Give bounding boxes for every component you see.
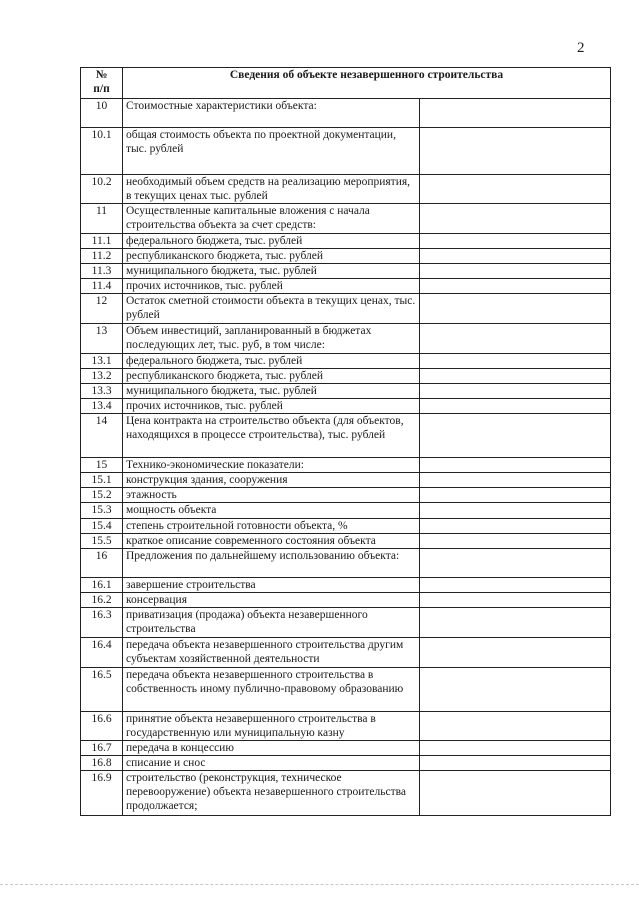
- row-number: 16.1: [81, 578, 123, 593]
- row-description: прочих источников, тыс. рублей: [123, 279, 420, 294]
- row-number: 16.7: [81, 741, 123, 756]
- row-description: Стоимостные характеристики объекта:: [123, 99, 420, 128]
- row-description: республиканского бюджета, тыс. рублей: [123, 249, 420, 264]
- table-row: [81, 712, 611, 741]
- table-row: [81, 519, 611, 534]
- row-description: передача объекта незавершенного строительства другим субъектам хозяйственной деятельности: [123, 638, 420, 668]
- row-number: 15: [81, 458, 123, 473]
- row-description: Осуществленные капитальные вложения с начала строительства объекта за счет средств:: [123, 204, 420, 234]
- row-number: 16: [81, 549, 123, 578]
- row-description: республиканского бюджета, тыс. рублей: [123, 369, 420, 384]
- row-value-cell[interactable]: [420, 369, 611, 384]
- row-number: 10.2: [81, 175, 123, 204]
- table-row: [81, 354, 611, 369]
- row-description: краткое описание современного состояния объекта: [123, 534, 420, 549]
- row-value-cell[interactable]: [420, 519, 611, 534]
- row-value-cell[interactable]: [420, 384, 611, 399]
- row-value-cell[interactable]: [420, 578, 611, 593]
- row-description: муниципального бюджета, тыс. рублей: [123, 264, 420, 279]
- row-description: передача в концессию: [123, 741, 420, 756]
- row-number: 16.2: [81, 593, 123, 608]
- row-value-cell[interactable]: [420, 458, 611, 473]
- row-value-cell[interactable]: [420, 324, 611, 354]
- table-row: [81, 488, 611, 503]
- row-description: завершение строительства: [123, 578, 420, 593]
- row-number: 16.4: [81, 638, 123, 668]
- row-value-cell[interactable]: [420, 204, 611, 234]
- row-value-cell[interactable]: [420, 354, 611, 369]
- row-description: прочих источников, тыс. рублей: [123, 399, 420, 414]
- table-row: [81, 324, 611, 354]
- row-value-cell[interactable]: [420, 771, 611, 816]
- table-header-row: [81, 68, 611, 99]
- table-row: [81, 608, 611, 638]
- row-value-cell[interactable]: [420, 264, 611, 279]
- row-number: 16.6: [81, 712, 123, 741]
- row-number: 15.3: [81, 503, 123, 519]
- row-number: 13: [81, 324, 123, 354]
- row-number: 15.5: [81, 534, 123, 549]
- table-row: [81, 593, 611, 608]
- row-description: степень строительной готовности объекта, %: [123, 519, 420, 534]
- row-value-cell[interactable]: [420, 279, 611, 294]
- row-description: этажность: [123, 488, 420, 503]
- table-row: [81, 384, 611, 399]
- table-row: [81, 756, 611, 771]
- row-value-cell[interactable]: [420, 414, 611, 458]
- row-value-cell[interactable]: [420, 473, 611, 488]
- row-number: 14: [81, 414, 123, 458]
- row-value-cell[interactable]: [420, 503, 611, 519]
- table-row: [81, 549, 611, 578]
- row-description: Технико-экономические показатели:: [123, 458, 420, 473]
- table-row: [81, 503, 611, 519]
- row-value-cell[interactable]: [420, 741, 611, 756]
- number-header-line2: п/п: [93, 83, 110, 95]
- table-row: [81, 414, 611, 458]
- number-column-header: [81, 68, 123, 99]
- table-row: [81, 249, 611, 264]
- row-value-cell[interactable]: [420, 756, 611, 771]
- row-value-cell[interactable]: [420, 608, 611, 638]
- table-row: [81, 578, 611, 593]
- row-description: общая стоимость объекта по проектной документации, тыс. рублей: [123, 128, 420, 175]
- row-description: мощность объекта: [123, 503, 420, 519]
- row-value-cell[interactable]: [420, 638, 611, 668]
- table-row: [81, 279, 611, 294]
- row-description: приватизация (продажа) объекта незавершенного строительства: [123, 608, 420, 638]
- table-row: [81, 264, 611, 279]
- row-value-cell[interactable]: [420, 175, 611, 204]
- number-header-line1: №: [95, 69, 108, 81]
- row-number: 11.4: [81, 279, 123, 294]
- row-value-cell[interactable]: [420, 294, 611, 324]
- row-number: 16.8: [81, 756, 123, 771]
- row-value-cell[interactable]: [420, 712, 611, 741]
- row-description: Объем инвестиций, запланированный в бюджетах последующих лет, тыс. руб, в том числе:: [123, 324, 420, 354]
- table-row: [81, 458, 611, 473]
- row-value-cell[interactable]: [420, 99, 611, 128]
- row-description: передача объекта незавершенного строительства в собственность иному публично-правовому образованию: [123, 668, 420, 712]
- row-number: 16.5: [81, 668, 123, 712]
- row-value-cell[interactable]: [420, 488, 611, 503]
- table-row: [81, 294, 611, 324]
- table-title-header: Сведения об объекте незавершенного строительства: [123, 68, 611, 99]
- row-number: 12: [81, 294, 123, 324]
- row-value-cell[interactable]: [420, 549, 611, 578]
- table-row: [81, 399, 611, 414]
- row-number: 13.4: [81, 399, 123, 414]
- row-value-cell[interactable]: [420, 399, 611, 414]
- row-value-cell[interactable]: [420, 668, 611, 712]
- table-row: [81, 234, 611, 249]
- row-number: 11: [81, 204, 123, 234]
- row-description: необходимый объем средств на реализацию мероприятия, в текущих ценах тыс. рублей: [123, 175, 420, 204]
- row-description: Предложения по дальнейшему использованию объекта:: [123, 549, 420, 578]
- row-number: 13.2: [81, 369, 123, 384]
- row-number: 10: [81, 99, 123, 128]
- row-description: федерального бюджета, тыс. рублей: [123, 354, 420, 369]
- table-row: [81, 771, 611, 816]
- row-value-cell[interactable]: [420, 534, 611, 549]
- row-value-cell[interactable]: [420, 249, 611, 264]
- table-row: [81, 741, 611, 756]
- scan-edge-line: [0, 884, 639, 885]
- row-description: принятие объекта незавершенного строительства в государственную или муниципальную казну: [123, 712, 420, 741]
- row-number: 13.1: [81, 354, 123, 369]
- row-number: 11.2: [81, 249, 123, 264]
- row-description: муниципального бюджета, тыс. рублей: [123, 384, 420, 399]
- row-number: 15.4: [81, 519, 123, 534]
- row-description: конструкция здания, сооружения: [123, 473, 420, 488]
- table-row: [81, 638, 611, 668]
- row-description: консервация: [123, 593, 420, 608]
- row-description: Остаток сметной стоимости объекта в текущих ценах, тыс. рублей: [123, 294, 420, 324]
- row-number: 11.3: [81, 264, 123, 279]
- row-number: 10.1: [81, 128, 123, 175]
- row-number: 11.1: [81, 234, 123, 249]
- table-row: [81, 369, 611, 384]
- object-info-table: [80, 67, 611, 816]
- row-description: федерального бюджета, тыс. рублей: [123, 234, 420, 249]
- table-row: [81, 128, 611, 175]
- table-row: [81, 668, 611, 712]
- table-row: [81, 204, 611, 234]
- row-number: 13.3: [81, 384, 123, 399]
- page-number: 2: [577, 40, 585, 56]
- row-value-cell[interactable]: [420, 128, 611, 175]
- row-number: 15.1: [81, 473, 123, 488]
- table-row: [81, 534, 611, 549]
- row-number: 16.9: [81, 771, 123, 816]
- row-description: списание и снос: [123, 756, 420, 771]
- row-value-cell[interactable]: [420, 593, 611, 608]
- row-value-cell[interactable]: [420, 234, 611, 249]
- row-description: Цена контракта на строительство объекта (для объектов, находящихся в процессе строительства), тыс. рублей: [123, 414, 420, 458]
- table-row: [81, 99, 611, 128]
- row-number: 16.3: [81, 608, 123, 638]
- table-row: [81, 175, 611, 204]
- row-number: 15.2: [81, 488, 123, 503]
- row-description: строительство (реконструкция, техническое перевооружение) объекта незавершенного строительства продолжается;: [123, 771, 420, 816]
- table-row: [81, 473, 611, 488]
